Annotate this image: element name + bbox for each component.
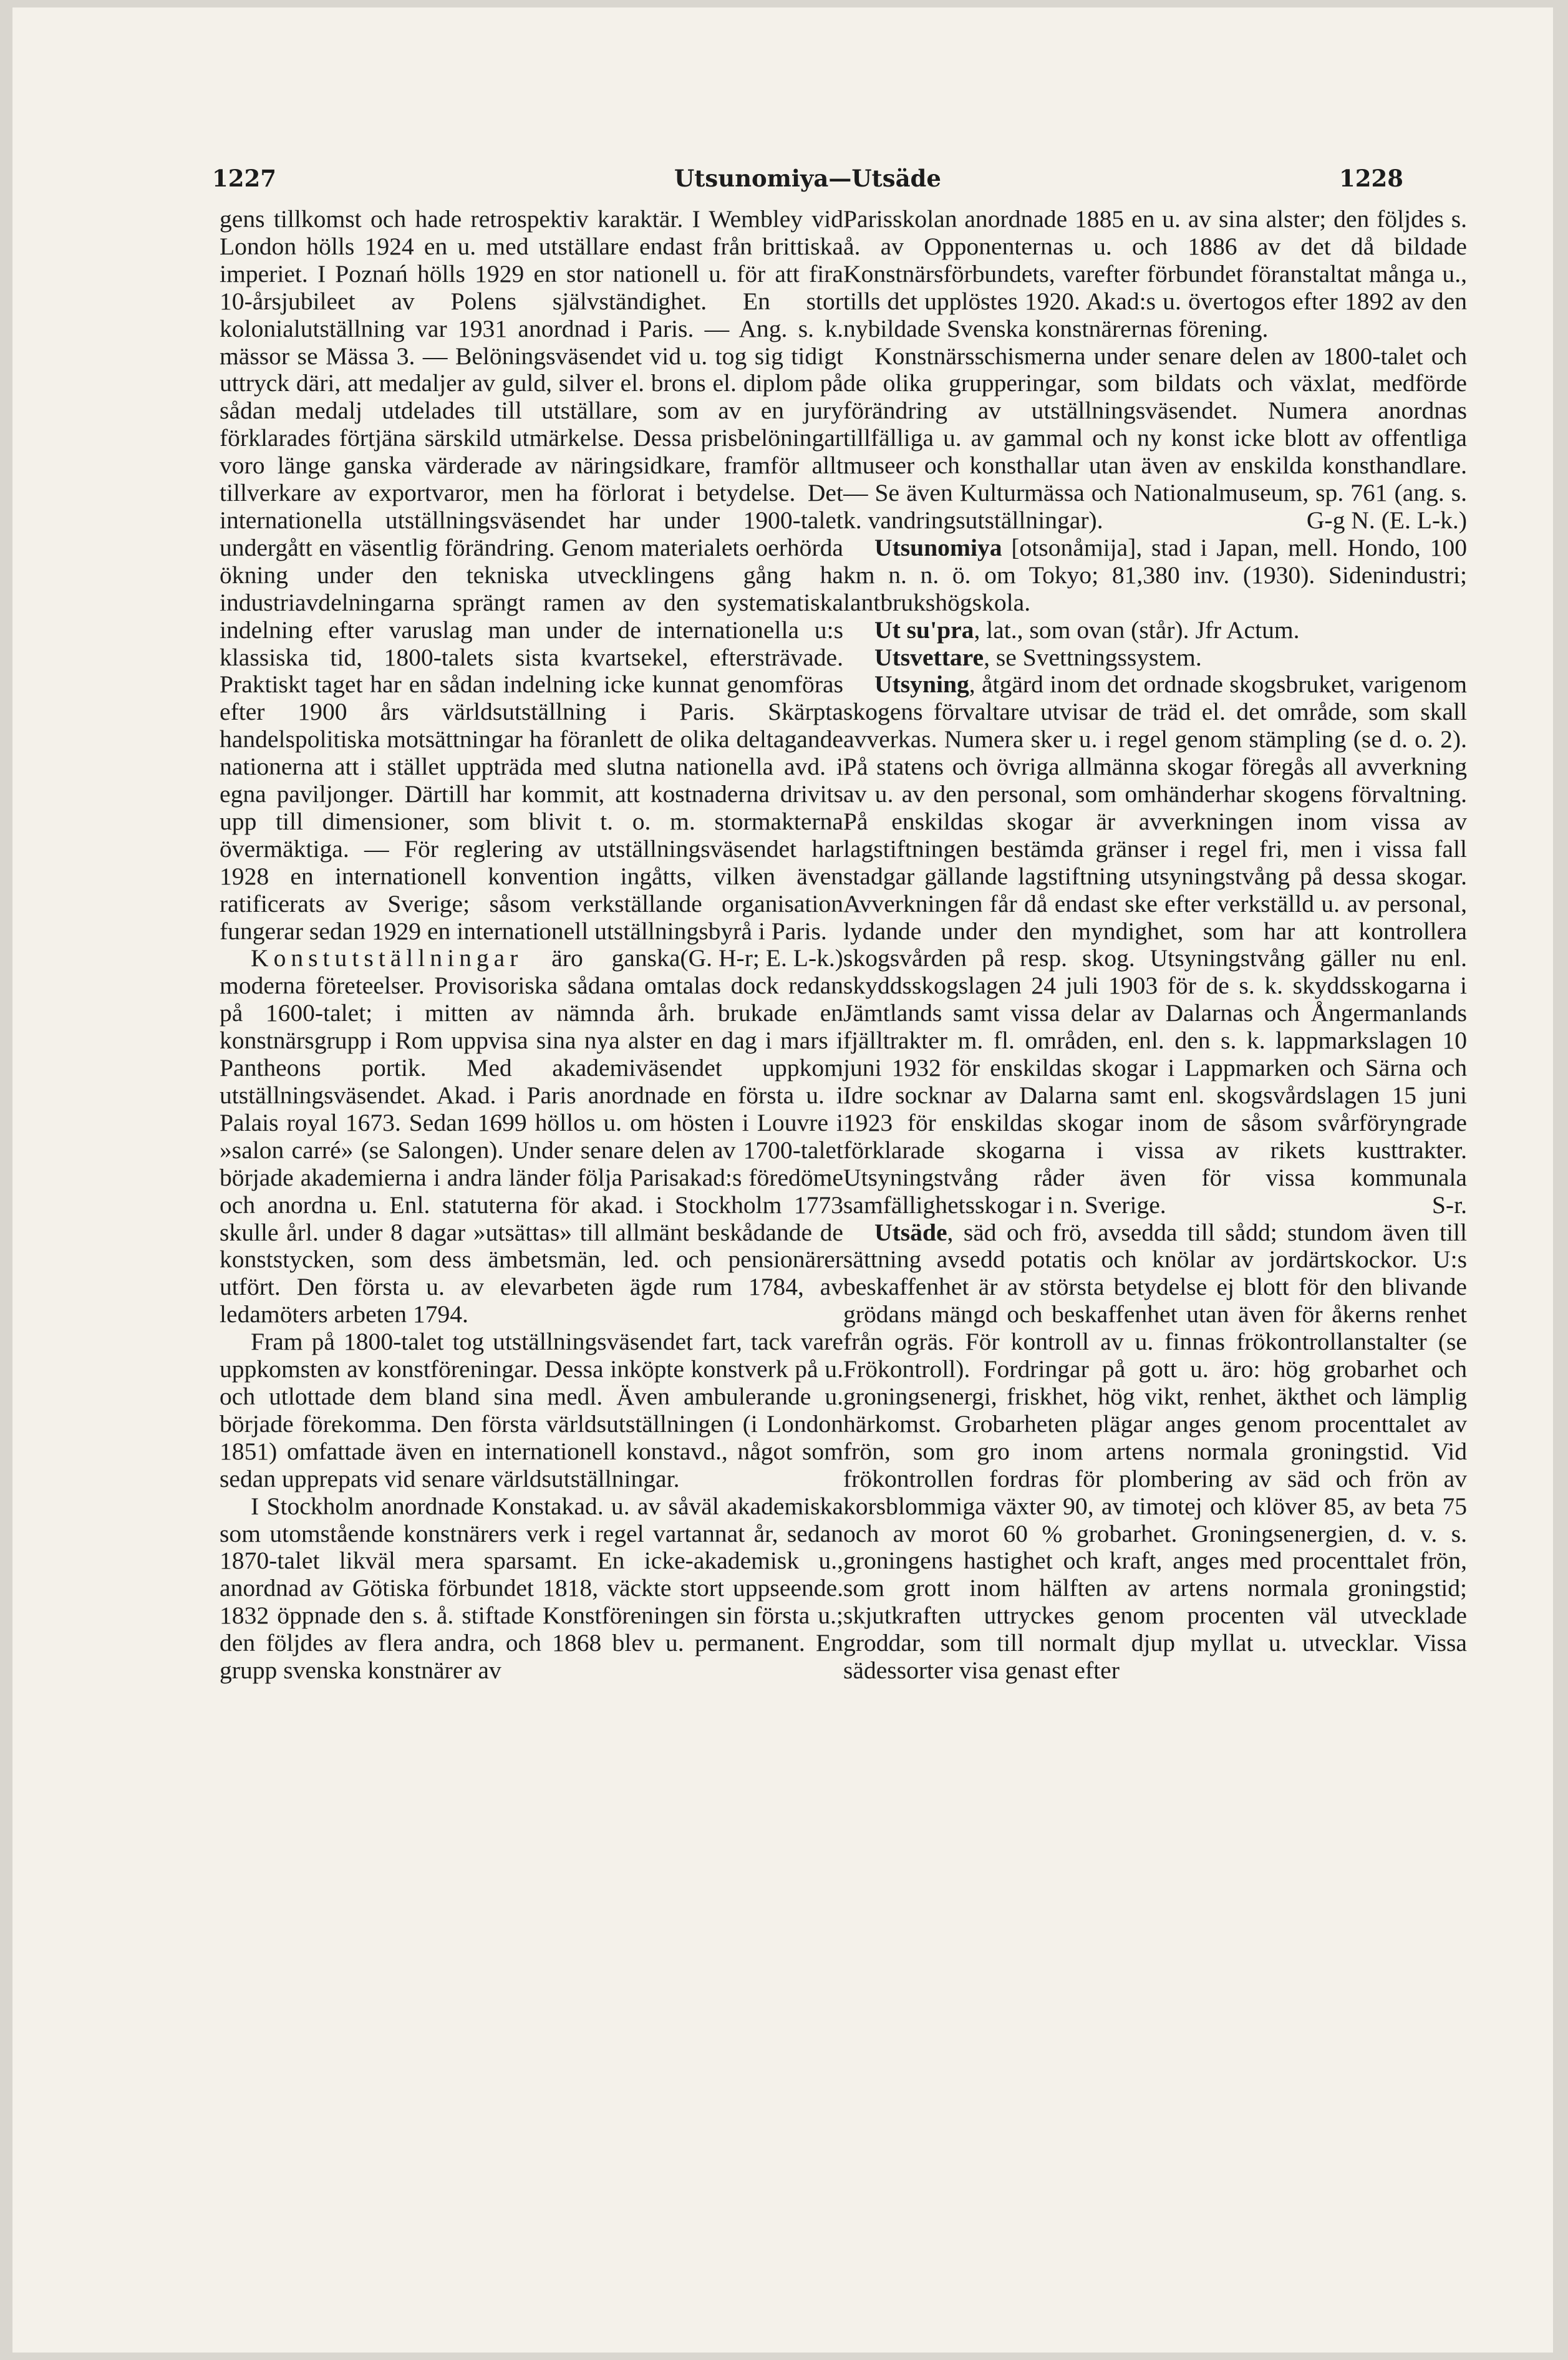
running-title: Utsunomiya—Utsäde [674,165,941,192]
running-header [212,165,1403,202]
paragraph [220,945,843,1328]
entry-text: , se Svettningssystem. [984,643,1202,671]
entry-text: , åtgärd inom det ordnade skogsbruket, varigenom skogens förvaltare utvisar de träd el. det område, som skall avverkas. Numera sker u. i regel genom stämpling (se d. o. 2). På statens och övriga allmänna skogar föregås all avverkning av u. av den personal, som omhänderhar skogens förvaltning. På enskildas skogar är avverkningen inom vissa av lagstiftningen bestämda gränser i regel fri, men i vissa fall stadgar gällande lagstiftning utsyningstvång på dessa skogar. Avverkningen får då endast ske efter verkställd u. av personal, lydande under den myndighet, som har att kontrollera skogsvården på resp. skog. Utsyningstvång gäller nu enl. skyddsskogslagen 24 juli 1903 för de s. k. skyddsskogarna i Jämtlands samt vissa delar av Dalarnas och Ångermanlands fjälltrakter m. fl. områden, enl. den s. k. lappmarkslagen 10 juni 1932 för enskildas skogar i Lappmarken och Särna och Idre socknar av Dalarna samt enl. skogsvårdslagen 15 juni 1923 för enskildas skogar inom de såsom svårföryngrade förklarade skogarna i vissa av rikets kusttrakter. Utsyningstvång råder även för vissa kommunala samfällighetsskogar i n. Sverige. [843,670,1467,1219]
entry-utsvettare [843,644,1467,672]
entry-headword: Utsyning [874,670,969,699]
author-signature: S-r. [1431,1191,1467,1219]
entry-headword: Ut su'pra [874,616,974,644]
paragraph-text: äro ganska moderna företeelser. Provisoriska sådana omtalas dock redan på 1600-talet; i mitten av nämnda årh. brukade en konstnärsgrupp i Rom uppvisa sina nya alster en dag i mars i Pantheons portik. Med akademiväsendet uppkom utställningsväsendet. Akad. i Paris anordnade en första u. i Palais royal 1673. Sedan 1699 höllos u. om hösten i Louvre i »salon carré» (se Salongen). Under senare delen av 1700-talet började akademierna i andra länder följa Parisakad:s föredöme och anordna u. Enl. statuterna för akad. i Stockholm 1773 skulle årl. under 8 dagar »utsättas» till allmänt beskådande de konststycken, som dess ämbetsmän, led. och pensionärer utfört. Den första u. av elevarbeten ägde rum 1784, av ledamöters arbeten 1794. [220,944,843,1328]
paragraph-text: Konstnärsschismerna under senare delen av 1800-talet och de olika grupperingar, som bildats och växlat, medförde förändring av utställningsväsendet. Numera anordnas tillfälliga u. av gammal och ny konst icke blott av offentliga museer och konsthallar utan även av enskilda konsthandlare. — Se även Kulturmässa och Nationalmuseum, sp. 761 (ang. s. k. vandringsutställningar). [843,342,1467,534]
paragraph-text: gens tillkomst och hade retrospektiv karaktär. I Wembley vid London hölls 1924 en u. med utställare endast från brittiska imperiet. I Poznań hölls 1929 en stor nationell u. för att fira 10-årsjubileet av Polens självständighet. En stor kolonialutställning var 1931 anordnad i Paris. — Ang. s. k. mässor se Mässa 3. — Belöningsväsendet vid u. tog sig tidigt uttryck däri, att medaljer av guld, silver el. brons el. diplom på sådan medalj utdelades till utställare, som av en jury förklarades förtjäna särskild utmärkelse. Dessa prisbelöningar voro länge ganska värderade av näringsidkare, framför allt tillverkare av exportvaror, men ha förlorat i betydelse. Det internationella utställningsväsendet har under 1900-talet undergått en väsentlig förändring. Genom materialets oerhörda ökning under den tekniska utvecklingens gång ha industriavdelningarna sprängt ramen av den systematiska indelning efter varuslag man under de internationella u:s klassiska tid, 1800-talets sista kvartsekel, eftersträvade. Praktiskt taget har en sådan indelning icke kunnat genomföras efter 1900 års världsutställning i Paris. Skärpta handelspolitiska motsättningar ha föranlett de olika deltagande nationerna att i stället uppträda med slutna nationella avd. i egna paviljonger. Därtill har kommit, att kostnaderna drivits upp till dimensioner, som blivit t. o. m. stormakterna övermäktiga. — För reglering av utställningsväsendet har 1928 en internationell konvention ingåtts, vilken även ratificerats av Sverige; såsom verkställande organisation fungerar sedan 1929 en internationell utställningsbyrå i Paris. [220,205,843,945]
entry-headword: Utsvettare [874,643,984,671]
entry-headword: Utsäde [874,1218,947,1246]
entry-utsunomiya [843,534,1467,617]
right-column [843,206,1467,1685]
paragraph: Fram på 1800-talet tog utställningsväsendet fart, tack vare uppkomsten av konstföreningar. Dessa inköpte konstverk på u. och utlottade dem bland sina medl. Även ambulerande u. började förekomma. Den första världsutställningen (i London 1851) omfattade även en internationell konstavd., något som sedan upprepats vid senare världsutställningar. [220,1328,843,1492]
entry-text: , säd och frö, avsedda till sådd; stundom även till sättning avsedd potatis och knölar av jordärtskockor. U:s beskaffenhet är av största betydelse ej blott för den blivande grödans mängd och beskaffenhet utan även för åkerns renhet från ogräs. För kontroll av u. finnas frökontrollanstalter (se Frökontroll). Fordringar på gott u. äro: hög grobarhet och groningsenergi, friskhet, hög vikt, renhet, äkthet och lämplig härkomst. Grobarheten plägar anges genom procenttalet av frön, som gro inom artens normala groningstid. Vid frökontrollen fordras för plombering av säd och frön av korsblommiga växter 90, av timotej och klöver 85, av beta 75 och av morot 60 % grobarhet. Groningsenergien, d. v. s. groningens hastighet och kraft, anges med procenttalet frön, som grott inom hälften av artens normala groningstid; skjutkraften uttryckes genom procenten väl utvecklade groddar, som till normalt djup myllat u. utvecklar. Vissa sädessorter visa genast efter [843,1218,1467,1685]
paragraph: Parisskolan anordnade 1885 en u. av sina alster; den följdes s. å. av Opponenternas u. och 1886 av det då bildade Konstnärsförbundets, varefter förbundet föranstaltat många u., tills det upplöstes 1920. Akad:s u. övertogos efter 1892 av den nybildade Svenska konstnärernas förening. [843,205,1467,342]
page-number-left: 1227 [212,165,276,192]
entry-utsyning [843,671,1467,1219]
page-number-right: 1228 [1339,165,1403,192]
section-lead: Konstutställningar [251,944,523,972]
page [12,7,1553,2353]
entry-headword: Utsunomiya [874,533,1002,561]
left-column [220,206,843,1685]
entry-text: , lat., som ovan (står). Jfr Actum. [974,616,1300,644]
author-signature: G-g N. (E. L-k.) [1306,506,1467,534]
author-signature: (G. H-r; E. L-k.) [680,944,843,972]
entry-utsade [843,1219,1467,1685]
entry-text: [otsonåmija], stad i Japan, mell. Hondo, 100 km n. n. ö. om Tokyo; 81,380 inv. (1930). Sidenindustri; lantbrukshögskola. [843,533,1467,616]
paragraph [843,343,1467,534]
paragraph: I Stockholm anordnade Konstakad. u. av såväl akademiska som utomstående konstnärers verk i regel vartannat år, sedan 1870-talet likväl mera sparsamt. En icke-akademisk u., anordnad av Götiska förbundet 1818, väckte stort uppseende. 1832 öppnade den s. å. stiftade Konstföreningen sin första u.; den följdes av flera andra, och 1868 blev u. permanent. En grupp svenska konstnärer av [220,1492,843,1685]
entry-ut-supra [843,617,1467,644]
